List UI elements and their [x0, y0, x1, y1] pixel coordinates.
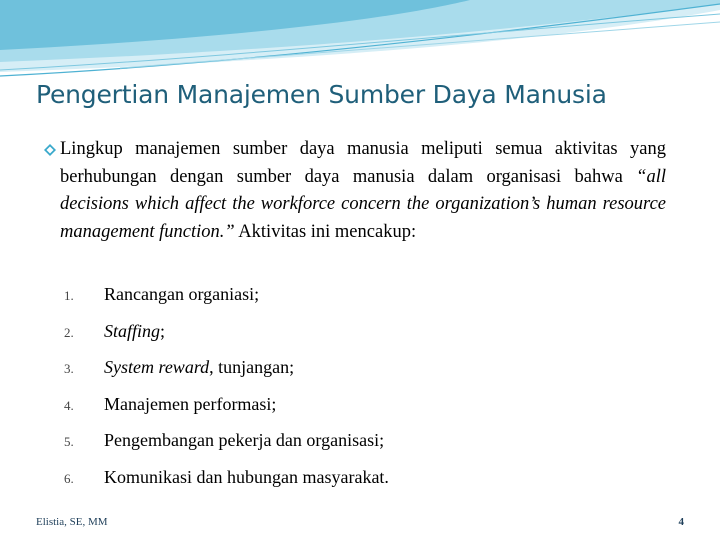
- slide-body: [44, 136, 666, 246]
- list-item-number: 4.: [64, 397, 74, 413]
- list-item-number: 2.: [64, 324, 74, 340]
- list-item-text: [104, 284, 259, 305]
- list-item-text: [104, 467, 389, 488]
- list-item-plain: ;: [160, 320, 166, 341]
- list-item: [64, 355, 664, 392]
- list-item-text: [104, 357, 294, 378]
- list-item-number: 5.: [64, 434, 74, 449]
- list-item-plain: Komunikasi dan hubungan masyarakat.: [104, 466, 389, 487]
- intro-prefix: Lingkup manajemen sumber daya manusia meliputi semua aktivitas yang berhubungan dengan sumber daya manusia dalam organisasi bahwa: [60, 139, 666, 187]
- list-item-plain: , tunjangan;: [209, 357, 295, 377]
- list-item: [64, 319, 664, 356]
- list-item-text: [104, 430, 384, 451]
- header-wave-decoration: [0, 0, 720, 80]
- list-item-plain: Manajemen performasi;: [104, 393, 277, 414]
- list-item: [64, 428, 664, 465]
- list-item-italic: System reward: [104, 357, 210, 377]
- footer-author: Elistia, SE, MM: [36, 516, 108, 528]
- intro-suffix: Aktivitas ini mencakup:: [234, 221, 417, 242]
- intro-paragraph: [44, 136, 666, 246]
- diamond-bullet-icon: [44, 144, 56, 156]
- list-item-text: [104, 394, 276, 415]
- list-item: [64, 392, 664, 429]
- list-item-text: [104, 321, 165, 342]
- list-item-number: 6.: [64, 470, 74, 486]
- list-item-number: 1.: [64, 288, 74, 303]
- activity-list: [64, 282, 664, 501]
- list-item-plain: Rancangan organiasi;: [104, 284, 260, 304]
- list-item: [64, 282, 664, 319]
- slide-title: Pengertian Manajemen Sumber Daya Manusia: [36, 80, 607, 109]
- list-item-italic: Staffing: [104, 320, 161, 341]
- page-number: 4: [678, 516, 684, 528]
- list-item-number: 3.: [64, 361, 74, 376]
- intro-quote: “all decisions which affect the workforce concern the organization’s human resource management function.”: [60, 166, 666, 242]
- list-item: [64, 465, 664, 502]
- list-item-plain: Pengembangan pekerja dan organisasi;: [104, 430, 385, 450]
